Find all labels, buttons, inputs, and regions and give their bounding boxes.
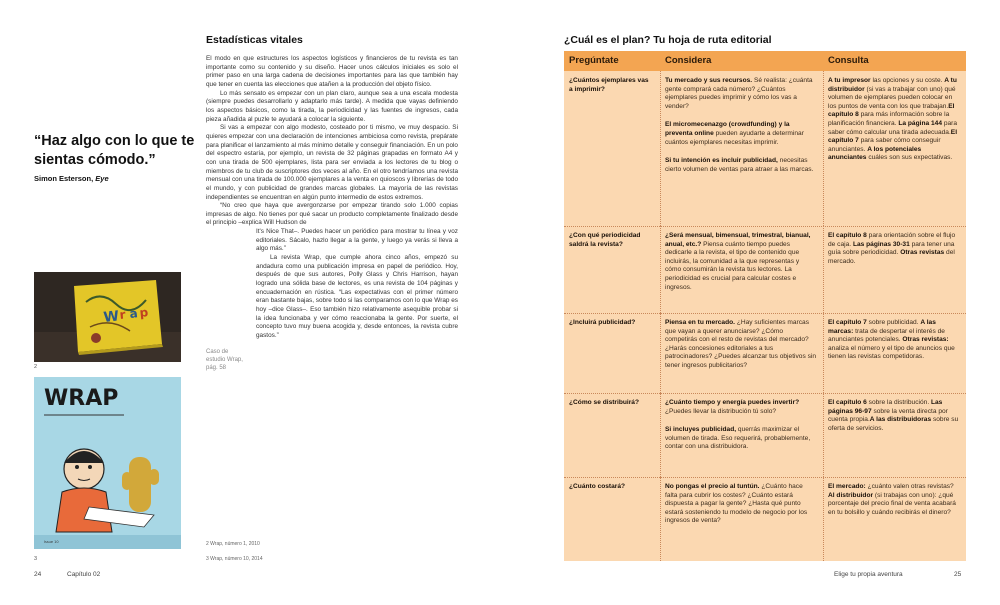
consider-text: ¿Cuánto hace falta para cubrir los costes? ¿Cuánto estará dispuesta a pagar la gente? ¿Hasta qué punto estará sosteniendo tu modelo de negocio por los ingresos de venta?: [665, 483, 808, 525]
article-column: [206, 34, 458, 341]
paragraph-gap: [665, 416, 816, 426]
consult-text: sobre publicidad.: [866, 319, 921, 326]
consult-text: ¿cuánto valen otras revistas?: [865, 483, 954, 490]
section-title: Estadísticas vitales: [206, 34, 303, 46]
column-divider: [660, 71, 661, 226]
question-text: ¿Cuántos ejemplares vas a imprimir?: [569, 77, 649, 93]
figure-number: 3: [34, 556, 38, 562]
column-divider: [823, 477, 824, 561]
question-text: ¿Con qué periodicidad saldrá la revista?: [569, 232, 641, 248]
footnote: 3 Wrap, número 10, 2014: [206, 556, 263, 562]
consider-cell: [665, 483, 816, 526]
consult-text: del mercado.: [828, 249, 955, 265]
consult-emphasis: El capítulo 7: [828, 319, 867, 326]
column-divider: [660, 226, 661, 313]
consider-emphasis: No pongas el precio al tuntún.: [665, 483, 760, 490]
quote-author: Simon Esterson, Eye: [34, 174, 109, 183]
consider-text: Sé realista: ¿cuánta gente comprará cada número? ¿Cuántos ejemplares puedes imprimir y cómo los vas a vender?: [665, 77, 813, 110]
page-number-left: 24: [34, 571, 42, 578]
consult-text: analiza el número y el tipo de anuncios que tienen las revistas competidoras.: [828, 344, 955, 361]
page-title: ¿Cuál es el plan? Tu hoja de ruta editorial: [564, 34, 772, 46]
paragraph: It's Nice That–. Puedes hacer un periódico para mostrar tu línea y voz editoriales. Sácalo, hazlo llegar a la gente, y luego ya verás si lleva a algo más.”: [256, 228, 458, 253]
consult-text: para tener una guía sobre periodicidad.: [828, 240, 955, 257]
consult-paragraph: [828, 399, 961, 433]
svg-text:r: r: [118, 307, 127, 322]
table-row: [564, 313, 966, 393]
consult-emphasis: El capítulo 6: [828, 399, 867, 406]
paragraph: El modo en que estructures los aspectos logísticos y financieros de tu revista es tan importante como su contenido y su diseño. Hacer unos cálculos iniciales es solo el primer paso en una larga cadena de decisiones importantes para las que también hay que tener en cuenta las elecciones que atañen a la producción del objeto físico.: [206, 55, 458, 88]
svg-text:Issue 10: Issue 10: [44, 540, 59, 544]
question-cell: [569, 399, 653, 408]
row-divider: [564, 313, 966, 314]
consult-emphasis: A tu impresor: [828, 77, 871, 84]
consult-text: las opciones y su coste.: [870, 77, 945, 84]
consider-emphasis: Si tu intención es incluir publicidad,: [665, 157, 778, 165]
consider-cell: [665, 319, 816, 371]
paragraph: “No creo que haya que avergonzarse por empezar tirando solo 1.000 copias impresas de algo. No tienes por qué sacar un producto completamente finalizado desde el principio –explica Will Hudson de: [206, 202, 458, 227]
consult-emphasis: A las distribuidoras: [869, 416, 932, 424]
consult-cell: [828, 232, 961, 266]
consult-text: sobre la venta directa por cuenta propia.: [828, 407, 948, 424]
column-divider: [823, 393, 824, 477]
consider-cell: [665, 399, 816, 452]
question-text: ¿Cuánto costará?: [569, 483, 626, 490]
consider-paragraph: [665, 77, 816, 111]
cover-logo: WRAP: [44, 386, 119, 411]
consult-emphasis: Las páginas 96-97: [828, 399, 943, 415]
consider-emphasis: Si incluyes publicidad,: [665, 426, 737, 434]
table-row: [564, 71, 966, 226]
case-study-note: Caso de estudio Wrap, pág. 58: [206, 349, 243, 371]
chapter-label: Capítulo 02: [67, 571, 101, 578]
header-consult: Consulta: [828, 55, 869, 66]
consider-paragraph: [665, 426, 816, 452]
consider-cell: [665, 232, 816, 292]
consult-paragraph: [828, 483, 961, 517]
svg-text:p: p: [138, 305, 149, 320]
consider-cell: [665, 77, 816, 174]
consider-text: Piensa cuánto tiempo puedes dedicarle a la revista, el tipo de contenido que incluirás, la comunidad a la que representas y cómo consumirán la revista tus lectores. La periodicidad es crucial para calcular costes e ingresos.: [665, 240, 800, 291]
consider-text: ¿Hay suficientes marcas que vayan a querer anunciarse? ¿Cómo competirás con el resto de revistas del mercado? ¿Harás concesiones editoriales a tus patrocinadores? ¿Puedes alcanzar tus objetivos sin tener ingresos publicitarios?: [665, 319, 817, 369]
consult-emphasis: Otras revistas:: [902, 336, 949, 344]
question-text: ¿Incluirá publicidad?: [569, 319, 636, 326]
consult-emphasis: El mercado:: [828, 483, 866, 490]
row-divider: [564, 393, 966, 394]
consult-text: sobre la distribución.: [866, 399, 931, 406]
consider-paragraph: [665, 232, 816, 292]
column-divider: [660, 477, 661, 561]
footer-text: Elige tu propia aventura: [834, 571, 903, 578]
consult-text: (si vas a trabajar con uno) qué volumen de ejemplares pueden colocar en los puntos de venta con los que trabajan.: [828, 85, 956, 110]
consider-text: necesitas cierto volumen de ventas para atraer a las marcas.: [665, 157, 814, 173]
table-header: [564, 51, 966, 71]
article-body: [206, 55, 458, 341]
consult-text: sobre su oferta de servicios.: [828, 416, 959, 432]
consult-emphasis: A las marcas:: [828, 319, 936, 335]
consult-emphasis: El capítulo 8: [828, 232, 867, 239]
figure-number: 2: [34, 364, 38, 370]
consult-emphasis: El capítulo 7: [828, 128, 958, 145]
paragraph: Si vas a empezar con algo modesto, costeado por ti mismo, ve muy despacio. Si quieres empezar con una declaración de intenciones ambiciosa como revista, prepárate para planificar el lanzamiento al más mínimo detalle y conseguir financiación. En un polo del espectro estaría, por ejemplo, un revista de 32 páginas grapadas en formato A4 y con una tirada de 500 ejemplares, lista para ser enviada a los lectores de tu blog o miembros de tu club de suscriptores dos veces al año. En el otro tendríamos una revista mensual con una tirada de 100.000 ejemplares a la venta en quioscos y librerías de todo el mundo, y con publicidad de grandes marcas globales. La mayoría de las revistas independientes se encuentran en algún punto intermedio de estos extremos.: [206, 124, 458, 201]
svg-text:W: W: [102, 308, 120, 326]
paragraph: Lo más sensato es empezar con un plan claro, aunque sea a una escala modesta (siempre puedes desarrollarlo y adaptarlo más tarde). A medida que vayas definiendo los aspectos básicos, como la tirada, la periodicidad y las fuentes de ingresos, cada pieza añadida al puzle te ayudará a colocar la siguiente.: [206, 89, 458, 123]
consider-emphasis: ¿Cuánto tiempo y energía puedes invertir?: [665, 399, 800, 406]
column-divider: [823, 226, 824, 313]
question-cell: [569, 319, 653, 328]
magazine-cover: [34, 377, 181, 549]
consider-emphasis: El micromecenazgo (crowdfunding) y la preventa online: [665, 121, 790, 137]
consult-paragraph: [828, 319, 961, 362]
consult-emphasis: A los potenciales anunciantes: [828, 145, 922, 162]
consult-cell: [828, 399, 961, 433]
consider-paragraph: [665, 157, 816, 174]
consider-emphasis: Piensa en tu mercado.: [665, 319, 735, 326]
row-divider: [564, 226, 966, 227]
consult-emphasis: A tu distribuidor: [828, 77, 957, 93]
header-ask: Pregúntate: [569, 55, 619, 66]
table-row: [564, 477, 966, 561]
pull-quote: [34, 132, 199, 183]
consult-emphasis: El capítulo 8: [828, 102, 955, 119]
consult-text: cuáles son sus expectativas.: [866, 154, 953, 162]
column-divider: [660, 393, 661, 477]
consult-paragraph: [828, 77, 961, 163]
consider-paragraph: [665, 483, 816, 526]
paragraph-gap: [665, 147, 816, 157]
header-consider: Considera: [665, 55, 712, 66]
consider-paragraph: [665, 121, 816, 147]
consult-emphasis: Las páginas 30-31: [852, 240, 910, 248]
paragraph: La revista Wrap, que cumple ahora cinco años, empezó su andadura como una publicación impresa en papel de periódico. Hoy, después de que sus autores, Polly Glass y Chris Harrison, hayan logrado una sólida base de lectores, es una revista de 104 páginas y encuadernación en rústica. “Las expectativas con el primer número eran bastante bajas, sobre todo si las comparamos con lo que Wrap es hoy –dice Glass–. Eso también hizo relativamente asequible probar si la idea funcionaba y ver cómo reaccionaba la gente. Por suerte, el concepto tuvo muy buena acogida y, desde entonces, la revista cubre gastos.”: [256, 254, 458, 339]
consult-cell: [828, 319, 961, 362]
consider-emphasis: Tu mercado y sus recursos.: [665, 77, 753, 84]
consider-text: ¿Puedes llevar la distribución tú solo?: [665, 407, 777, 415]
consult-cell: [828, 483, 961, 517]
consult-paragraph: [828, 232, 961, 266]
consult-cell: [828, 77, 961, 163]
question-cell: [569, 77, 653, 94]
table-row: [564, 393, 966, 477]
consult-emphasis: Otras revistas: [900, 249, 945, 257]
row-divider: [564, 477, 966, 478]
quote-text: “Haz algo con lo que te sientas cómodo.”: [34, 133, 195, 168]
table-row: [564, 226, 966, 313]
consult-text: para saber cómo calcular una tirada adecuada.: [828, 119, 958, 136]
column-divider: [823, 313, 824, 393]
consider-text: pueden ayudarte a determinar cuántos ejemplares necesitas imprimir.: [665, 129, 804, 146]
consider-emphasis: ¿Será mensual, bimensual, trimestral, bianual, anual, etc.?: [665, 232, 811, 248]
consult-text: para más información sobre la planificación financiera.: [828, 111, 950, 127]
consider-paragraph: [665, 319, 816, 371]
consider-paragraph: [665, 399, 816, 416]
consult-emphasis: Al distribuidor: [828, 491, 874, 499]
consult-emphasis: La página 144: [898, 119, 942, 127]
question-cell: [569, 232, 653, 249]
magazine-photo: [34, 272, 181, 362]
consult-text: para saber cómo conseguir anunciantes.: [828, 137, 941, 153]
consider-text: querrás maximizar el volumen de tirada. Eso requerirá, probablemente, contar con una distribuidora.: [665, 426, 811, 451]
question-cell: [569, 483, 653, 492]
svg-text:a: a: [128, 306, 139, 321]
consult-text: trata de despertar el interés de anunciantes potenciales.: [828, 327, 945, 344]
page-number-right: 25: [954, 571, 962, 578]
question-text: ¿Cómo se distribuirá?: [569, 399, 639, 406]
column-divider: [660, 313, 661, 393]
footnote: 2 Wrap, número 1, 2010: [206, 541, 260, 547]
consult-text: (si trabajas con uno): ¿qué porcentaje del precio final de venta acabará en tu bolsillo y cuándo recibirás el dinero?: [828, 491, 956, 516]
consult-text: para orientación sobre el flujo de caja.: [828, 232, 956, 248]
editorial-roadmap-table: [564, 51, 966, 561]
paragraph-gap: [665, 111, 816, 121]
column-divider: [823, 71, 824, 226]
